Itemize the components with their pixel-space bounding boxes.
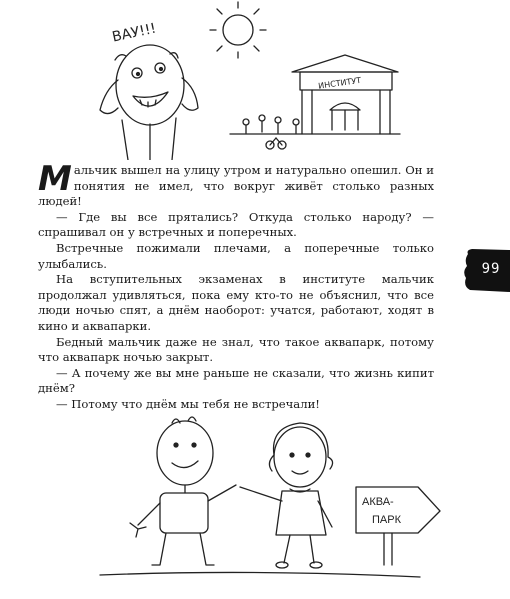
story-paragraph: [38, 159, 434, 210]
story-paragraph-text: альчик вышел на улицу утром и натурально опешил. Он и понятия не имел, что вокруг живёт столько разных людей!: [38, 163, 434, 209]
wow-exclamation: ВАУ!!!: [110, 20, 158, 46]
top-illustration: [0, 0, 510, 160]
story-paragraph: — Где вы все прятались? Откуда столько народу? — спрашивал он у встречных и поперечных.: [38, 209, 434, 240]
institute-building-drawing: [230, 55, 400, 134]
story-text: [38, 159, 434, 413]
drop-cap: М: [38, 159, 72, 199]
story-paragraph: — А почему же вы мне раньше не сказали, что жизнь кипит днём?: [38, 365, 434, 396]
aquapark-sign-line2: ПАРК: [372, 514, 401, 526]
bottom-illustration: [0, 415, 510, 599]
girl-drawing: [240, 423, 333, 568]
story-paragraph: На вступительных экзаменах в институте мальчик продолжал удивляться, пока ему кто-то не объяснил, что все люди ночью спят, а днём наоборот: учатся, работают, ходят в кино и аквапарки.: [38, 272, 434, 333]
boy-drawing: [130, 417, 236, 565]
surprised-boy-drawing: [100, 45, 198, 160]
institute-sign: ИНСТИТУТ: [317, 75, 362, 91]
page-number: 99: [481, 261, 501, 277]
story-paragraph: Бедный мальчик даже не знал, что такое аквапарк, потому что аквапарк ночью закрыт.: [38, 334, 434, 365]
crowd-drawing: [243, 115, 299, 149]
story-paragraph: — Потому что днём мы тебя не встречали!: [56, 396, 320, 411]
ground-line: [100, 572, 420, 577]
aquapark-sign-line1: АКВА-: [362, 496, 394, 508]
story-paragraph: Встречные пожимали плечами, а поперечные только улыбались.: [38, 240, 434, 271]
sun-drawing: [210, 2, 266, 58]
